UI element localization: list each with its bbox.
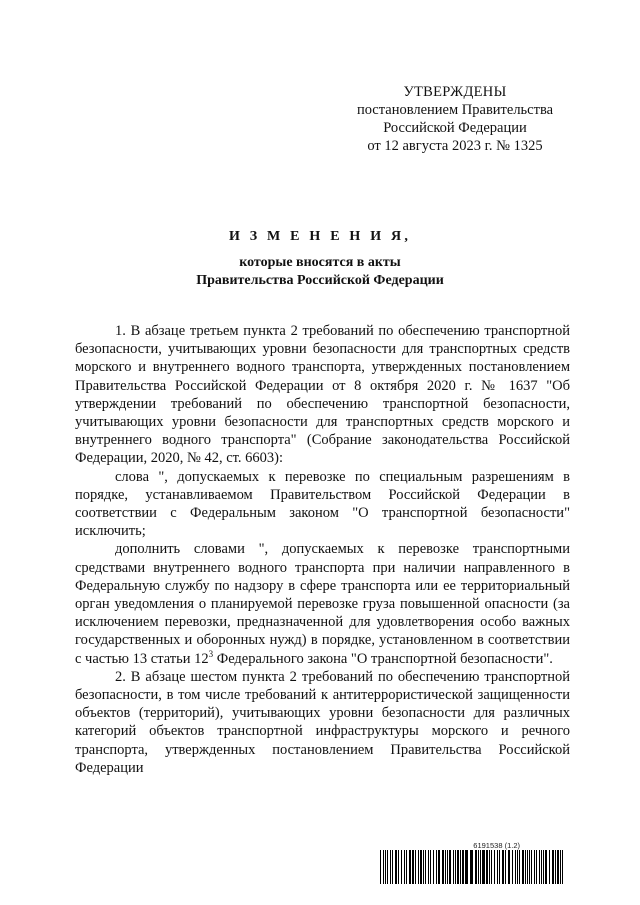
paragraph-1: 1. В абзаце третьем пункта 2 требований по обеспечению транспортной безопасности, учитывающих уровни безопасности для транспортных средств морского и внутреннего водного транспорта, утвержденных постановлением Правительства Российской Федерации от 8 октября 2020 г. № 1637 "Об утверждении требований по обеспечению транспортной безопасности, учитывающих уровни безопасности для транспортных средств морского и внутреннего водного транспорта" (Собрание законодательства Российской Федерации, 2020, № 42, ст. 6603): <box>75 323 570 467</box>
document-body <box>75 322 570 777</box>
heading-subtitle-1: которые вносятся в акты <box>239 255 401 270</box>
barcode <box>378 841 568 887</box>
heading-title: И З М Е Н Е Н И Я, <box>228 229 412 244</box>
paragraph-4: 2. В абзаце шестом пункта 2 требований по обеспечению транспортной безопасности, в том числе требований к антитеррористической защищенности объектов (территорий), учитывающих уровни безопасности для различных категорий объектов транспортной инфраструктуры морского и речного транспорта, утвержденных постановлением Правительства Российской Федерации <box>75 668 570 776</box>
approval-line-2: Российской Федерации <box>383 120 527 136</box>
document-heading <box>0 228 640 290</box>
heading-subtitle-2: Правительства Российской Федерации <box>196 273 444 288</box>
paragraph-3-text: дополнить словами ", допускаемых к перевозке транспортными средствами внутреннего водного транспорта при наличии направленного в Федеральную службу по надзору в сфере транспорта или ее территориальный орган уведомления о планируемой перевозке груза повышенной опасности (за исключением перевозки, предназначенной для удовлетворения особо важных государственных и оборонных нужд) в порядке, установленном в соответствии с частью 13 статьи 12 <box>75 541 570 667</box>
paragraph-3-superscript: 3 <box>208 648 214 659</box>
paragraph-3-end: Федерального закона "О транспортной безопасности". <box>213 650 553 667</box>
approval-line-1: постановлением Правительства <box>356 102 554 118</box>
barcode-number: 6191538 (1.2) <box>473 841 520 850</box>
paragraph-3 <box>75 540 570 667</box>
paragraph-2: слова ", допускаемых к перевозке по специальным разрешениям в порядке, устанавливаемом Правительством Российской Федерации в соответствии с Федеральным законом "О транспортной безопасности" исключить; <box>75 468 570 540</box>
approval-block <box>345 83 565 155</box>
approval-line-3: от 12 августа 2023 г. № 1325 <box>367 138 543 154</box>
approval-title: УТВЕРЖДЕНЫ <box>403 84 507 100</box>
barcode-bars <box>378 850 568 886</box>
